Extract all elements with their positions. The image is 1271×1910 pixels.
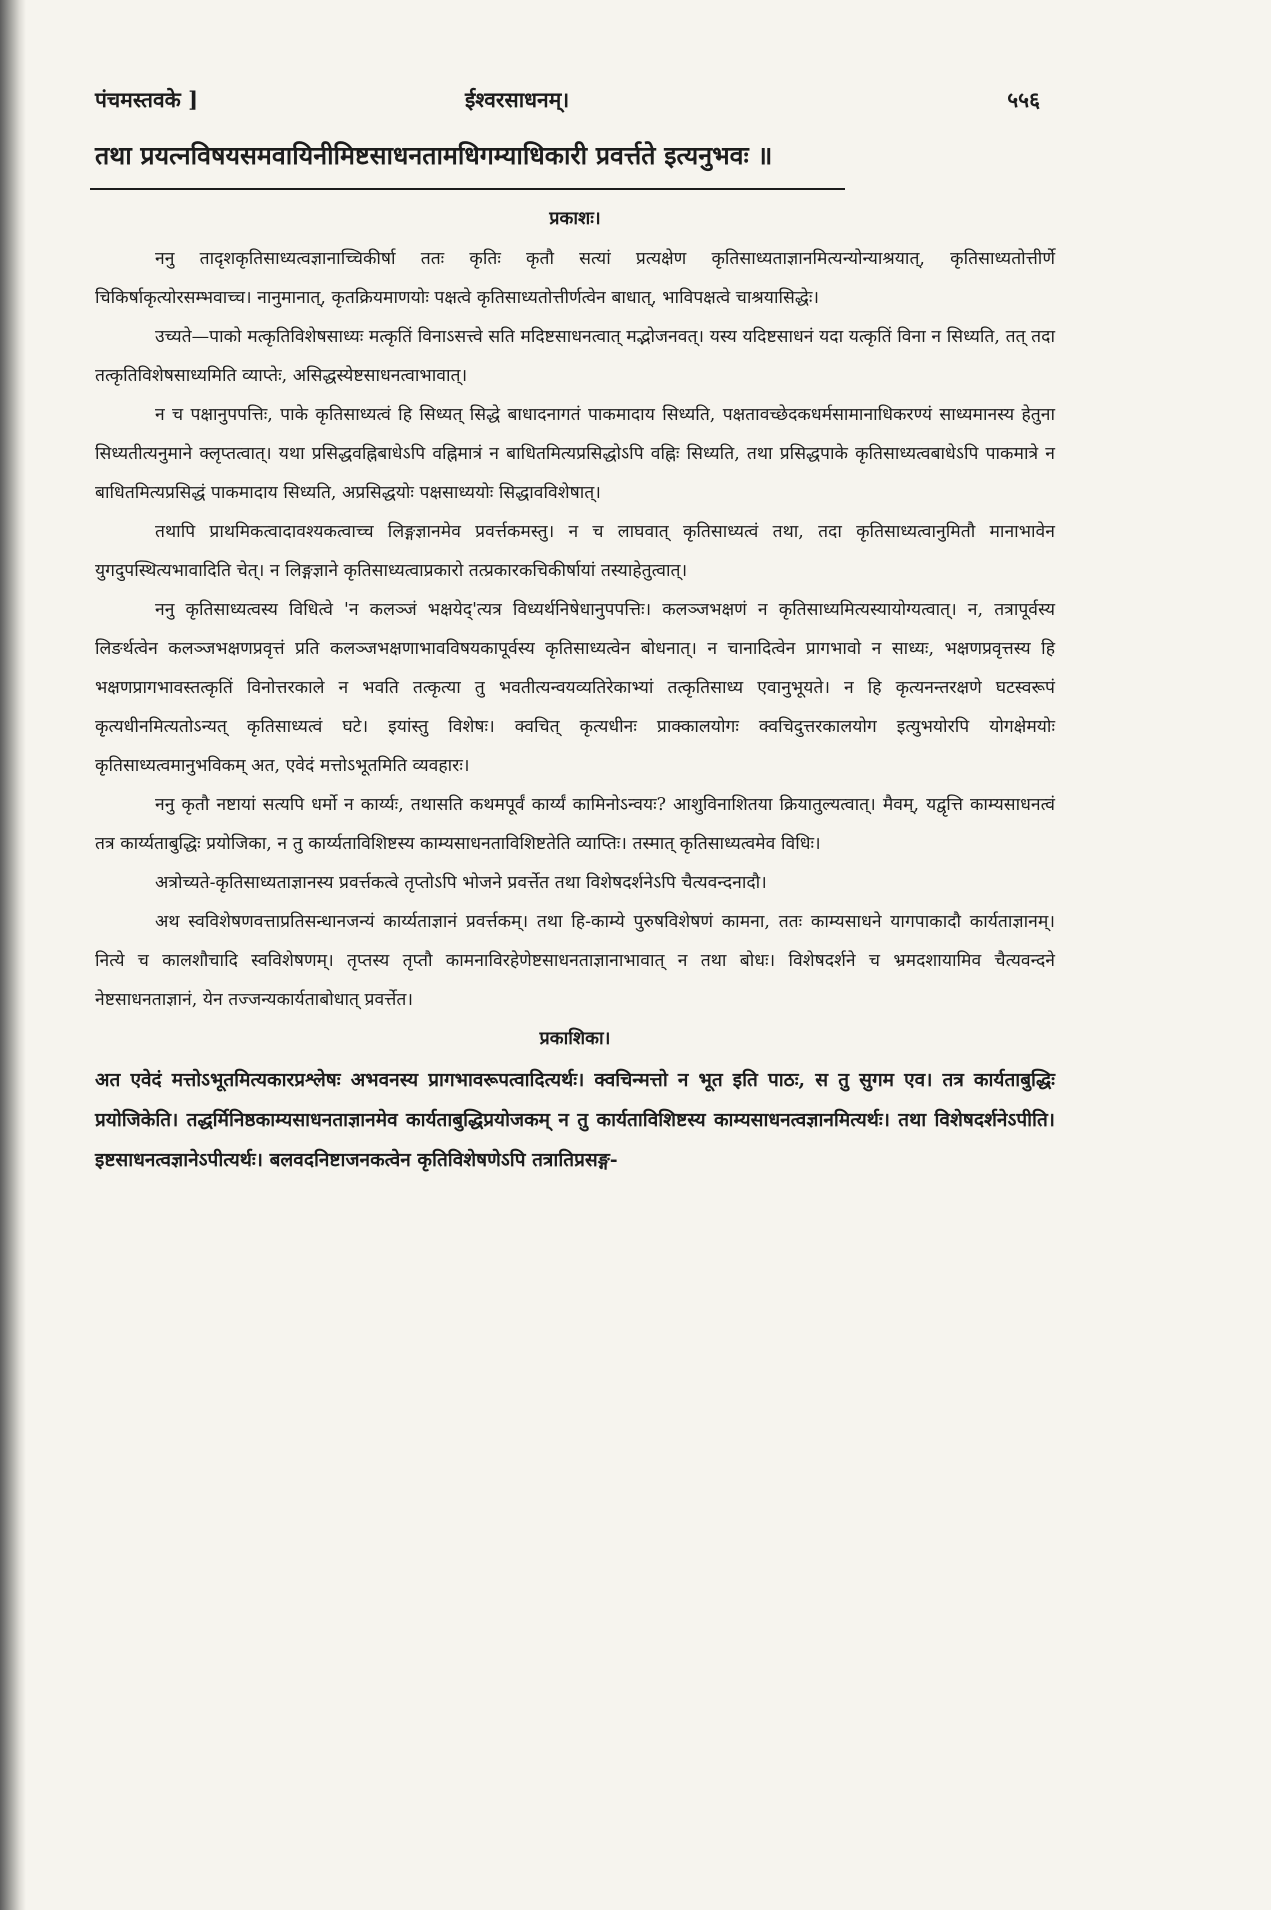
- paragraph: अत्रोच्यते-कृतिसाध्यताज्ञानस्य प्रवर्त्तकत्वे तृप्तोऽपि भोजने प्रवर्त्तेत तथा विशेषदर्शनेऽपि चैत्यवन्दनादौ।: [155, 873, 767, 893]
- page-number: ५५६: [1007, 87, 1040, 112]
- paragraph: उच्यते—पाको मत्कृतिविशेषसाध्यः मत्कृतिं विनाऽसत्त्वे सति मदिष्टसाधनत्वात् मद्भोजनवत्। यस्य यदिष्टसाधनं यदा यत्कृतिं विना न सिध्यति, तत् तदा तत्कृतिविशेषसाध्यमिति व्याप्तेः, असिद्धस्येष्टसाधनत्वाभावात्।: [95, 327, 1055, 386]
- paragraph: अत एवेदं मत्तोऽभूतमित्यकारप्रश्लेषः अभवनस्य प्रागभावरूपत्वादित्यर्थः। क्वचिन्मत्तो न भूत इति पाठः, स तु सुगम एव। तत्र कार्यताबुद्धिः प्रयोजिकेति। तद्धर्मिनिष्ठकाम्यसाधनताज्ञानमेव कार्यताबुद्धिप्रयोजकम् न तु कार्यताविशिष्टस्य काम्यसाधनत्वज्ञानमित्यर्थः। तथा विशेषदर्शनेऽपीति। इष्टसाधनत्वज्ञानेऽपीत्यर्थः। बलवदनिष्टाजनकत्वेन कृतिविशेषणेऽपि तत्रातिप्रसङ्ग-: [95, 1069, 1055, 1171]
- paragraph: ननु तादृशकृतिसाध्यत्वज्ञानाच्चिकीर्षा ततः कृतिः कृतौ सत्यां प्रत्यक्षेण कृतिसाध्यताज्ञानमित्यन्योन्याश्रयात्, कृतिसाध्यतोत्तीर्णे चिकिर्षाकृत्योरसम्भवाच्च। नानुमानात्, कृतक्रियमाणयोः पक्षत्वे कृतिसाध्यतोत्तीर्णत्वेन बाधात्, भाविपक्षत्वे चाश्रयासिद्धेः।: [95, 249, 1055, 308]
- verse-line: तथा प्रयत्नविषयसमवायिनीमिष्टसाधनतामधिगम्याधिकारी प्रवर्त्तते इत्यनुभवः ॥: [95, 141, 773, 170]
- book-page: [95, 80, 1055, 1180]
- paragraph: ननु कृतिसाध्यत्वस्य विधित्वे 'न कलञ्जं भक्षयेद्'त्यत्र विध्यर्थनिषेधानुपपत्तिः। कलञ्जभक्षणं न कृतिसाध्यमित्यस्यायोग्यत्वात्। न, तत्रापूर्वस्य लिङर्थत्वेन कलञ्जभक्षणप्रवृत्तं प्रति कलञ्जभक्षणाभावविषयकापूर्वस्य कृतिसाध्यत्वेन बोधनात्। न चानादित्वेन प्रागभावो न साध्यः, भक्षणप्रवृत्तस्य हि भक्षणप्रागभावस्तत्कृतिं विनोत्तरकाले न भवति तत्कृत्या तु भवतीत्यन्वयव्यतिरेकाभ्यां तत्कृतिसाध्य एवानुभूयते। न हि कृत्यनन्तरक्षणे घटस्वरूपं कृत्यधीनमित्यतोऽन्यत् कृतिसाध्यत्वं घटे। इयांस्तु विशेषः। क्वचित् कृत्यधीनः प्राक्कालयोगः क्वचिदुत्तरकालयोग इत्युभयोरपि योगक्षेमयोः कृतिसाध्यत्वमानुभविकम् अत, एवेदं मत्तोऽभूतमिति व्यवहारः।: [95, 600, 1055, 776]
- running-header: [95, 80, 1055, 120]
- paragraph: तथापि प्राथमिकत्वादावश्यकत्वाच्च लिङ्गज्ञानमेव प्रवर्त्तकमस्तु। न च लाघवात् कृतिसाध्यत्वं तथा, तदा कृतिसाध्यत्वानुमितौ मानाभावेन युगदुपस्थित्यभावादिति चेत्। न लिङ्गज्ञाने कृतिसाध्यत्वाप्रकारो तत्प्रकारकचिकीर्षायां तस्याहेतुत्वात्।: [95, 522, 1055, 581]
- prakashika-body: [95, 1060, 1055, 1180]
- paragraph: ननु कृतौ नष्टायां सत्यपि धर्मो न कार्य्यः, तथासति कथमपूर्वं कार्य्यं कामिनोऽन्वयः? आशुविनाशितया क्रियातुल्यत्वात्। मैवम्, यद्वृत्ति काम्यसाधनत्वं तत्र कार्य्यताबुद्धिः प्रयोजिका, न तु कार्य्यताविशिष्टस्य काम्यसाधनताविशिष्टतेति व्याप्तिः। तस्मात् कृतिसाध्यत्वमेव विधिः।: [95, 795, 1055, 854]
- section-title-prakashika: प्रकाशिका।: [539, 1028, 611, 1049]
- scan-binding-edge: [0, 0, 26, 1910]
- paragraph: अथ स्वविशेषणवत्ताप्रतिसन्धानजन्यं कार्य्यताज्ञानं प्रवर्त्तकम्। तथा हि-काम्ये पुरुषविशेषणं कामना, ततः काम्यसाधने यागपाकादौ कार्यताज्ञानम्। नित्ये च कालशौचादि स्वविशेषणम्। तृप्तस्य तृप्तौ कामनाविरहेणेष्टसाधनताज्ञानाभावात् न तथा बोधः। विशेषदर्शने च भ्रमदशायामिव चैत्यवन्दने नेष्टसाधनताज्ञानं, येन तज्जन्यकार्यताबोधात् प्रवर्त्तेत।: [95, 912, 1055, 1010]
- prakasha-body: [95, 240, 1055, 1020]
- divider-rule: [90, 188, 845, 190]
- paragraph: न च पक्षानुपपत्तिः, पाके कृतिसाध्यत्वं हि सिध्यत् सिद्धे बाधादनागतं पाकमादाय सिध्यति, पक्षतावच्छेदकधर्मसामानाधिकरण्यं साध्यमानस्य हेतुना सिध्यतीत्यनुमाने क्लृप्तत्वात्। यथा प्रसिद्धवह्निबाधेऽपि वह्निमात्रं न बाधितमित्यप्रसिद्धोऽपि वह्निः सिध्यति, तथा प्रसिद्धपाके कृतिसाध्यत्वबाधेऽपि पाकमात्रे न बाधितमित्यप्रसिद्धं पाकमादाय सिध्यति, अप्रसिद्धयोः पक्षसाध्ययोः सिद्धावविशेषात्।: [95, 405, 1055, 503]
- header-chapter: पंचमस्तवके ]: [95, 87, 199, 112]
- section-title-prakasha: प्रकाशः।: [549, 208, 601, 229]
- header-title: ईश्वरसाधनम्।: [465, 87, 570, 112]
